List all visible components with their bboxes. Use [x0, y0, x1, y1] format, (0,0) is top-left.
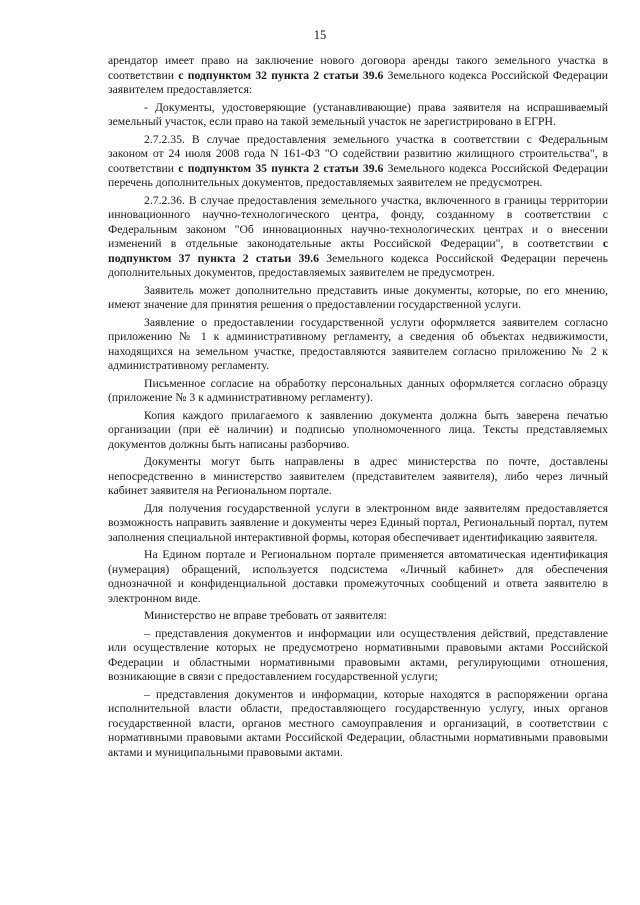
list-item	[108, 688, 608, 761]
text-run: Для получения государственной услуги в электронном виде заявителям предоставляется возможность направить заявление и документы через Единый портал, Региональный портал, путем заполнения специальной интерактивной формы, которая обеспечивает идентификацию заявителя.	[108, 501, 608, 544]
text-run: Заявление о предоставлении государственной услуги оформляется заявителем согласно приложению № 1 к административному регламенту, а сведения об объектах недвижимости, находящихся на земельном участке, предоставляются заявителем согласно приложению № 2 к административному регламенту.	[108, 315, 608, 372]
text-run: 2.7.2.36. В случае предоставления земельного участка, включенного в границы территории инновационного научно-технологического центра, фонду, созданному в соответствии с Федеральным законом "Об инновационных научно-технологических центрах и о внесении изменений в отдельные законодательные акты Российской Федерации", в соответствии	[108, 193, 608, 250]
page-number: 15	[313, 28, 327, 42]
paragraph	[108, 284, 608, 313]
text-run: Копия каждого прилагаемого к заявлению документа должна быть заверена печатью организации (при её наличии) и подписью уполномоченного лица. Тексты представляемых документов должны быть написаны разборчиво.	[108, 408, 608, 451]
text-run: – представления документов и информации, которые находятся в распоряжении органа исполнительной власти области, предоставляющего государственную услугу, иных органов государственной власти, органов местного самоуправления и организаций, в соответствии с нормативными правовыми актами Российской Федерации, областными нормативными правовыми актами и муниципальными правовыми актами.	[108, 687, 608, 759]
text-run: Земельного кодекса Российской Федерации перечень дополнительных документов, предоставляемых заявителем не предусмотрен.	[108, 251, 608, 279]
paragraph	[108, 502, 608, 546]
document-body	[108, 54, 608, 763]
list-item	[108, 627, 608, 685]
paragraph	[108, 316, 608, 374]
text-run: Письменное согласие на обработку персональных данных оформляется согласно образцу (приложение № 3 к административному регламенту).	[108, 376, 608, 404]
text-run: Документы могут быть направлены в адрес министерства по почте, доставлены непосредственно в министерство заявителем (представителем заявителя), либо через личный кабинет заявителя на Региональном портале.	[108, 455, 608, 497]
legal-reference: с подпунктом 35 пункта 2 статьи 39.6	[178, 161, 384, 175]
text-run: Земельного кодекса Российской Федерации перечень дополнительных документов, предоставляемых заявителем не предусмотрен.	[108, 161, 608, 189]
paragraph	[108, 548, 608, 606]
legal-reference: с подпунктом 37 пункта 2 статьи 39.6	[108, 237, 608, 265]
text-run: арендатор имеет право на заключение нового договора аренды такого земельного участка в соответствии	[108, 54, 608, 82]
text-run: Заявитель может дополнительно представить иные документы, которые, по его мнению, имеют значение для принятия решения о предоставлении государственной услуги.	[108, 283, 608, 311]
paragraph	[108, 409, 608, 453]
text-run: – представления документов и информации или осуществления действий, представление или осуществление которых не предусмотрено нормативными правовыми актами Российской Федерации и областными нормативными правовыми актами, регулирующими отношения, возникающие в связи с предоставлением государственной услуги;	[108, 626, 608, 683]
paragraph-documents-list-item	[108, 101, 608, 130]
paragraph	[108, 609, 608, 624]
text-run: - Документы, удостоверяющие (устанавливающие) права заявителя на испрашиваемый земельный участок, если право на такой земельный участок не зарегистрировано в ЕГРН.	[108, 100, 608, 128]
text-run: На Едином портале и Региональном портале применяется автоматическая идентификация (нумерация) обращений, используется подсистема «Личный кабинет» для обеспечения однозначной и конфиденциальной доставки промежуточных сообщений и ответа заявителю в электронном виде.	[108, 548, 608, 605]
paragraph-continuation	[108, 54, 608, 98]
text-run: 2.7.2.35. В случае предоставления земельного участка в соответствии с Федеральным законом от 24 июля 2008 года N 161-ФЗ "О содействии развитию жилищного строительства", в соответствии	[108, 132, 608, 175]
text-run: Министерство не вправе требовать от заявителя:	[144, 609, 387, 622]
legal-reference: с подпунктом 32 пункта 2 статьи 39.6	[178, 68, 384, 82]
paragraph-clause-2-7-2-35	[108, 133, 608, 191]
paragraph	[108, 455, 608, 499]
text-run: Земельного кодекса Российской Федерации заявителем предоставляется:	[108, 68, 608, 96]
paragraph	[108, 377, 608, 406]
paragraph-clause-2-7-2-36	[108, 194, 608, 281]
